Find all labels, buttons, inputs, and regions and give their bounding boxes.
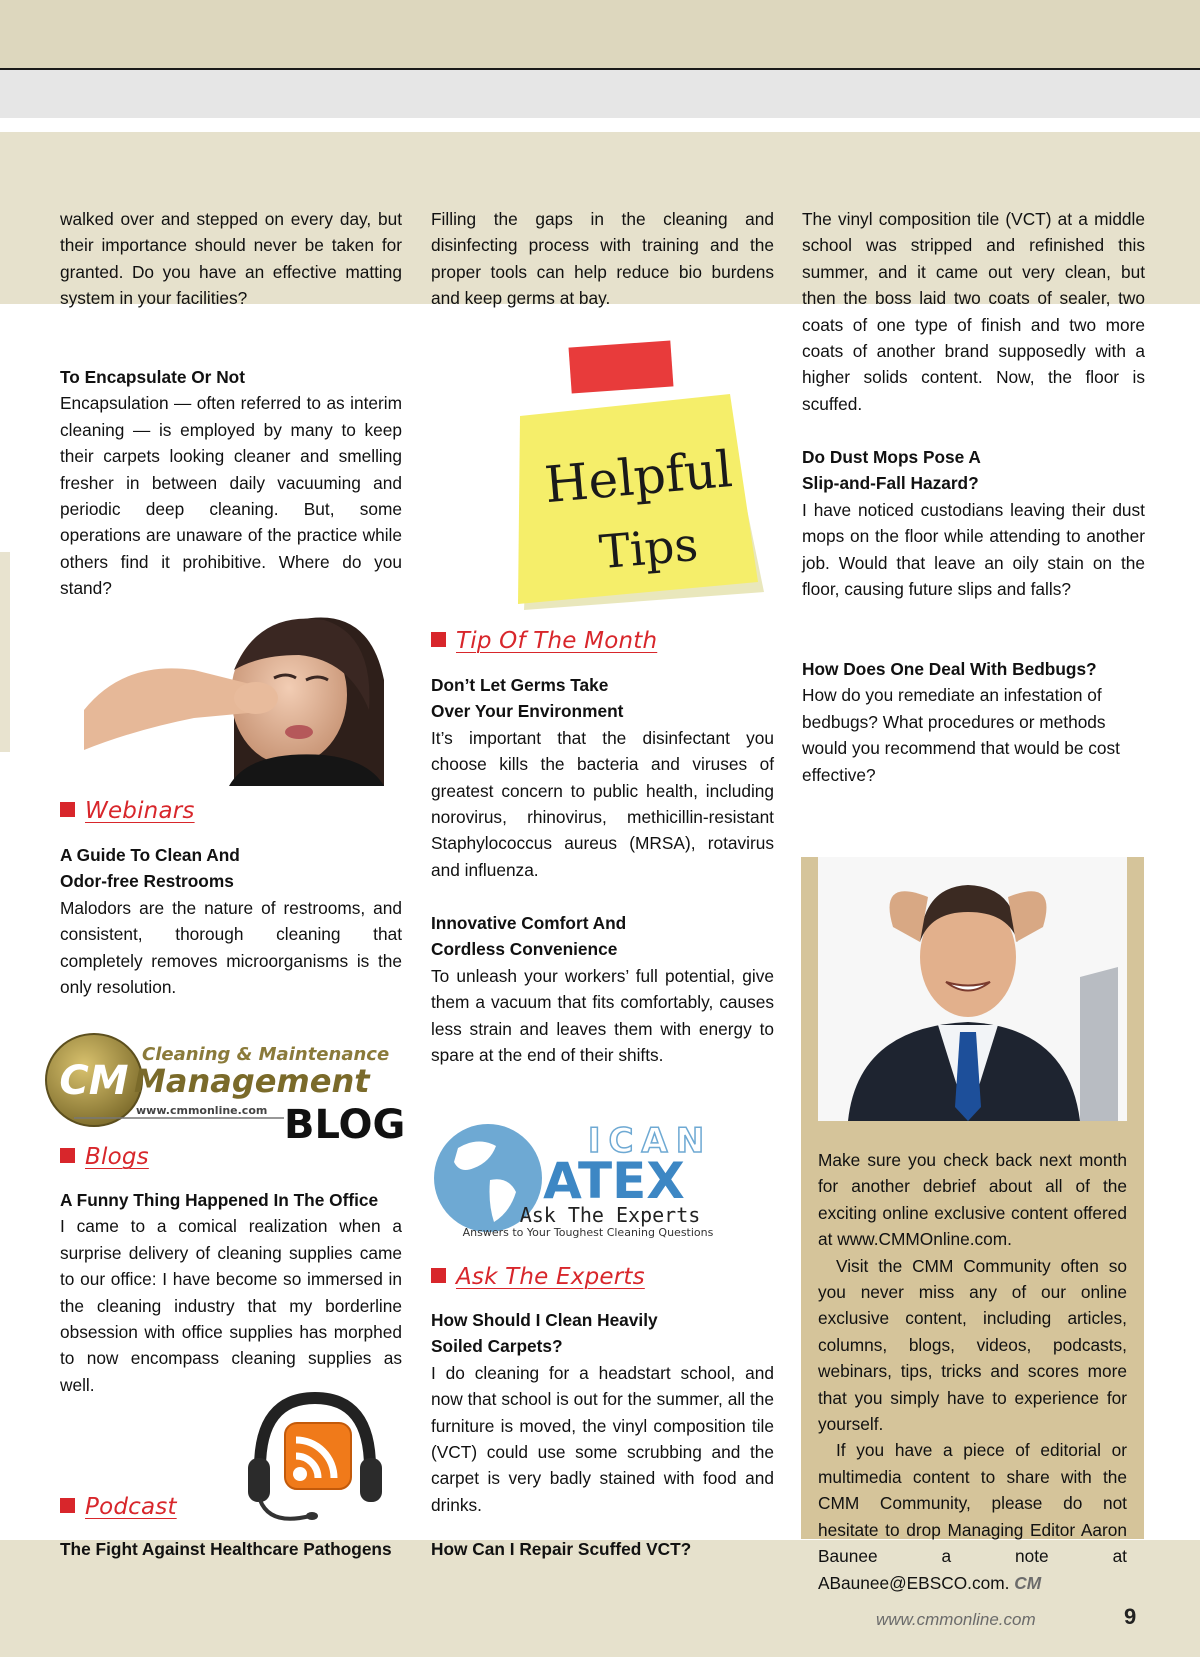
ican-top: ICAN — [587, 1121, 713, 1161]
dust-body: I have noticed custodians leaving their dust mops on the floor while attending to another job. Would that leave an oily stain on the floor, causing future slips and falls? — [802, 499, 1145, 600]
red-square-icon — [60, 1498, 75, 1513]
red-square-icon — [431, 1268, 446, 1283]
logo-blog: BLOG — [284, 1102, 406, 1146]
vct-article — [431, 1536, 774, 1562]
cm-signature: CM — [1014, 1572, 1042, 1593]
woman-holding-nose-photo — [84, 600, 394, 786]
sidebar-paragraph-2: Visit the CMM Community often so you never miss any of our online exclusive content, including articles, columns, blogs, videos, podcasts, webinars, tips, tricks and scores more that you simply have to experience for yourself. — [818, 1255, 1127, 1435]
podcast-title: The Fight Against Healthcare Pathogens — [60, 1539, 392, 1559]
podcast-headphones-rss-icon — [240, 1388, 390, 1532]
bedbug-title: How Does One Deal With Bedbugs? — [802, 659, 1097, 679]
ican-atex-logo — [430, 1118, 750, 1240]
bedbug-body: How do you remediate an infestation of bedbugs? What procedures or methods would you recommend that would be cost effective? — [802, 685, 1120, 785]
comfort-title-line-2: Cordless Convenience — [431, 939, 618, 960]
sidebar-text — [818, 1147, 1127, 1596]
dust-title-line-2: Slip-and-Fall Hazard? — [802, 473, 979, 494]
smiling-businessman-photo — [818, 857, 1127, 1121]
carpet-title-line-2: Soiled Carpets? — [431, 1336, 563, 1357]
blog-article — [60, 1187, 402, 1398]
tip-body: It’s important that the disinfectant you choose kills the bacteria and viruses of greatest concern to public health, including norovirus, rhinovirus, methicillin-resistant Staphylococcus aureus (MRSA), rotavirus and influenza. — [431, 727, 774, 880]
dust-mop-article — [802, 444, 1145, 602]
ask-the-experts-section-heading[interactable]: Ask The Experts — [431, 1264, 645, 1290]
column-2 — [431, 206, 774, 312]
blog-title: A Funny Thing Happened In The Office — [60, 1190, 379, 1210]
webinar-body: Malodors are the nature of restrooms, and consistent, thorough cleaning that completely removes microorganisms is the only resolution. — [60, 897, 402, 998]
webinars-section-heading[interactable]: Webinars — [60, 798, 195, 824]
top-band — [0, 0, 1200, 70]
red-square-icon — [431, 632, 446, 647]
cm-management-blog-logo — [44, 1030, 408, 1146]
comfort-article — [431, 910, 774, 1068]
ican-tag: Answers to Your Toughest Cleaning Questions — [462, 1226, 714, 1239]
podcast-section-heading[interactable]: Podcast — [60, 1494, 177, 1520]
sidebar-paragraph-3: If you have a piece of editorial or multimedia content to share with the CMM Community, please do not hesitate to drop Managing Editor Aaron Baunee a note at ABaunee@EBSCO.com. CM — [818, 1440, 1127, 1593]
vct-title: How Can I Repair Scuffed VCT? — [431, 1539, 692, 1559]
column-1 — [60, 206, 402, 312]
side-tab — [0, 552, 10, 752]
col1-intro: walked over and stepped on every day, but their importance should never be taken for granted. Do you have an effective matting system in your facilities? — [60, 209, 402, 309]
header-strip — [0, 70, 1200, 118]
comfort-body: To unleash your workers’ full potential, give them a vacuum that fits comfortably, causes less strain and leaves them with energy to spare at the end of their shifts. — [431, 965, 774, 1066]
sidebar-paragraph-1: Make sure you check back next month for another debrief about all of the exciting online exclusive content offered at www.CMMOnline.com. — [818, 1150, 1127, 1250]
helpful-tips-sticky-note — [500, 334, 770, 614]
ican-sub: Ask The Experts — [519, 1203, 701, 1227]
carpet-body: I do cleaning for a headstart school, and now that school is out for the summer, all the furniture is moved, the vinyl composition tile (VCT) could use some scrubbing and the carpet is very badly stained with food and drinks. — [431, 1362, 774, 1515]
red-square-icon — [60, 1148, 75, 1163]
webinar-title-line-1: A Guide To Clean And — [60, 845, 240, 865]
carpet-title-line-1: How Should I Clean Heavily — [431, 1310, 658, 1330]
col2-intro: Filling the gaps in the cleaning and disinfecting process with training and the proper tools can help reduce bio burdens and keep germs at bay. — [431, 209, 774, 309]
blog-body: I came to a comical realization when a surprise delivery of cleaning supplies came to our office: I have become so immersed in the cleaning industry that my borderline obsession with office supplies has morphed to now encompass cleaning supplies as well. — [60, 1216, 402, 1395]
podcast-article — [60, 1536, 402, 1562]
encapsulate-title: To Encapsulate Or Not — [60, 367, 245, 387]
encapsulate-body: Encapsulation — often referred to as interim cleaning — is employed by many to keep their carpets looking cleaner and smelling fresher in between daily vacuuming and periodic deep cleaning. But, some operations are unaware of the practice while others find it prohibitive. Where do you stand? — [60, 393, 402, 599]
red-square-icon — [60, 802, 75, 817]
comfort-title-line-1: Innovative Comfort And — [431, 913, 627, 933]
page-number: 9 — [1124, 1604, 1137, 1629]
bedbug-article — [802, 656, 1145, 788]
dust-title-line-1: Do Dust Mops Pose A — [802, 447, 981, 467]
tip-of-the-month-section-heading[interactable]: Tip Of The Month — [431, 628, 657, 654]
note-line-2: Tips — [597, 516, 700, 580]
note-line-1: Helpful — [542, 439, 735, 515]
tip-title-line-2: Over Your Environment — [431, 701, 624, 722]
ican-main: ATEX — [543, 1152, 685, 1210]
webinar-title-line-2: Odor-free Restrooms — [60, 871, 234, 892]
webinar-article — [60, 842, 402, 1000]
logo-url: www.cmmonline.com — [136, 1104, 268, 1117]
carpet-article — [431, 1307, 774, 1518]
column-3 — [802, 206, 1145, 417]
sidebar-box — [801, 857, 1144, 1593]
blogs-section-heading[interactable]: Blogs — [60, 1144, 149, 1170]
tip-title-line-1: Don’t Let Germs Take — [431, 675, 609, 695]
col3-intro: The vinyl composition tile (VCT) at a middle school was stripped and refinished this summer, and it came out very clean, but then the boss laid two coats of sealer, two coats of one type of finish and two more coats of another brand supposedly with a higher solids content. Now, the floor is scuffed. — [802, 209, 1145, 414]
cm-logo-mark: CM — [59, 1058, 129, 1104]
encapsulate-article — [60, 364, 402, 602]
tip-article — [431, 672, 774, 883]
logo-word: Management — [134, 1062, 370, 1100]
footer-url[interactable]: www.cmmonline.com — [876, 1610, 1036, 1629]
logo-tagline: Cleaning & Maintenance — [142, 1044, 390, 1065]
